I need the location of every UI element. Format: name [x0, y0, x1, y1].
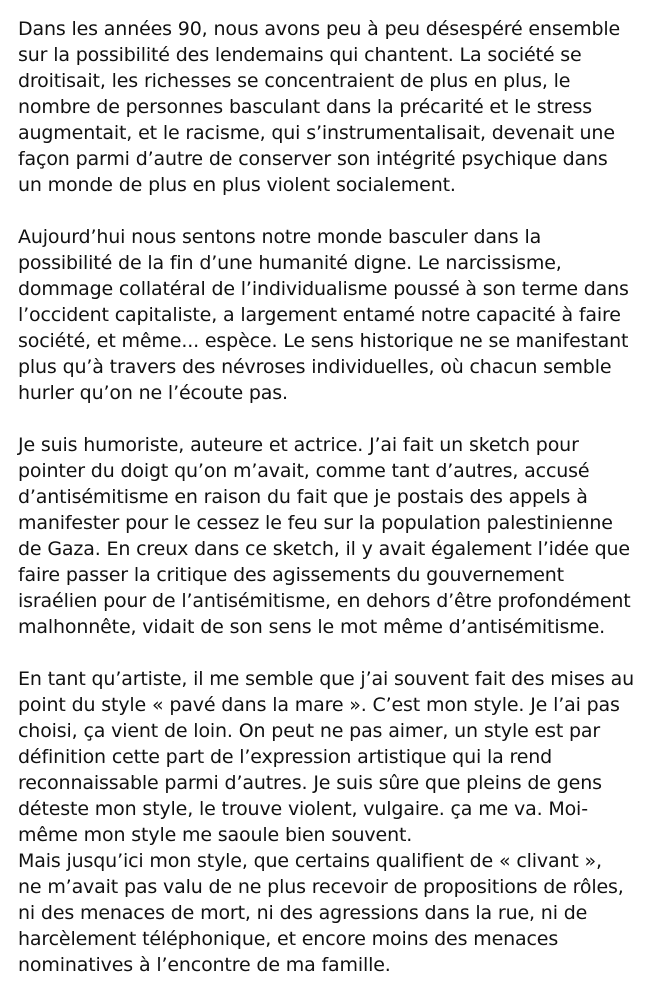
text-line: faire passer la critique des agissements du gouvernement	[18, 564, 564, 586]
text-line: Aujourd’hui nous sentons notre monde basculer dans la	[18, 226, 542, 248]
text-line: manifester pour le cessez le feu sur la population palestinienne	[18, 512, 613, 534]
text-line: plus qu’à travers des névroses individuelles, où chacun semble	[18, 356, 612, 378]
text-line: nominatives à l’encontre de ma famille.	[18, 954, 391, 976]
text-line: Dans les années 90, nous avons peu à peu désespéré ensemble	[18, 18, 621, 40]
text-line: droitisait, les richesses se concentraient de plus en plus, le	[18, 70, 571, 92]
text-line: pointer du doigt qu’on m’avait, comme tant d’autres, accusé	[18, 460, 590, 482]
text-line: ne m’avait pas valu de ne plus recevoir de propositions de rôles,	[18, 876, 624, 898]
text-line: En tant qu’artiste, il me semble que j’ai souvent fait des mises au	[18, 668, 635, 690]
text-line: Mais jusqu’ici mon style, que certains qualifient de « clivant »,	[18, 850, 602, 872]
text-line: d’antisémitisme en raison du fait que je postais des appels à	[18, 486, 588, 508]
paragraph-2	[18, 224, 636, 406]
text-line: dommage collatéral de l’individualisme poussé à son terme dans	[18, 278, 629, 300]
text-line: même mon style me saoule bien souvent.	[18, 824, 413, 846]
text-line: de Gaza. En creux dans ce sketch, il y avait également l’idée que	[18, 538, 630, 560]
text-line: façon parmi d’autre de conserver son intégrité psychique dans	[18, 148, 608, 170]
text-line: déteste mon style, le trouve violent, vulgaire. ça me va. Moi-	[18, 798, 588, 820]
paragraph-5	[18, 848, 636, 978]
text-line: augmentait, et le racisme, qui s’instrumentalisait, devenait une	[18, 122, 615, 144]
paragraph-3	[18, 432, 636, 640]
text-line: malhonnête, vidait de son sens le mot même d’antisémitisme.	[18, 616, 606, 638]
text-line: un monde de plus en plus violent socialement.	[18, 174, 456, 196]
text-line: reconnaissable parmi d’autres. Je suis sûre que pleins de gens	[18, 772, 602, 794]
text-line: hurler qu’on ne l’écoute pas.	[18, 382, 288, 404]
text-line: choisi, ça vient de loin. On peut ne pas aimer, un style est par	[18, 720, 601, 742]
text-line: nombre de personnes basculant dans la précarité et le stress	[18, 96, 593, 118]
text-line: l’occident capitaliste, a largement entamé notre capacité à faire	[18, 304, 621, 326]
text-line: sur la possibilité des lendemains qui chantent. La société se	[18, 44, 582, 66]
text-line: société, et même... espèce. Le sens historique ne se manifestant	[18, 330, 629, 352]
text-line: définition cette part de l’expression artistique qui la rend	[18, 746, 553, 768]
text-line: point du style « pavé dans la mare ». C’est mon style. Je l’ai pas	[18, 694, 620, 716]
text-line: israélien pour de l’antisémitisme, en dehors d’être profondément	[18, 590, 631, 612]
text-line: ni des menaces de mort, ni des agressions dans la rue, ni de	[18, 902, 588, 924]
text-line: harcèlement téléphonique, et encore moins des menaces	[18, 928, 559, 950]
paragraph-1	[18, 16, 636, 198]
text-line: Je suis humoriste, auteure et actrice. J’ai fait un sketch pour	[18, 434, 579, 456]
paragraph-4	[18, 666, 636, 848]
text-line: possibilité de la fin d’une humanité digne. Le narcissisme,	[18, 252, 562, 274]
